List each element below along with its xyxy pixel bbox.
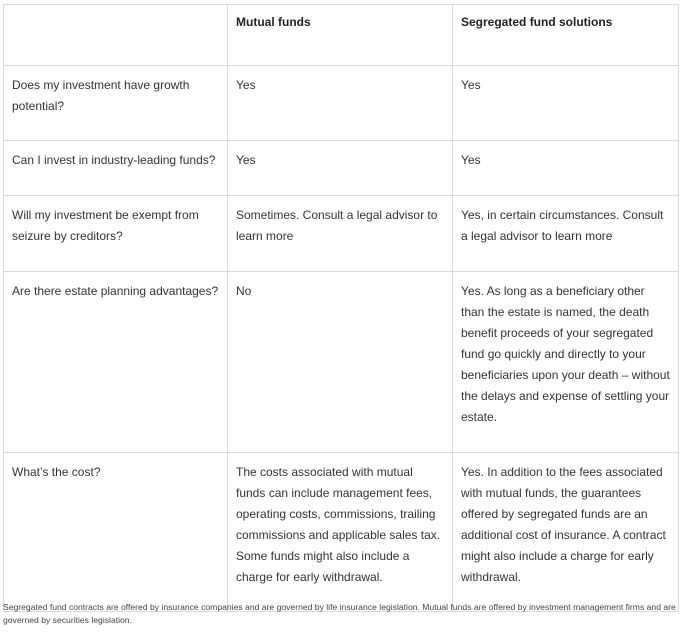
segregated-funds-cell: Yes [453,141,679,196]
table-row [4,196,679,272]
table-header-row [4,5,679,66]
question-cell: Can I invest in industry-leading funds? [4,141,228,196]
segregated-funds-cell: Yes, in certain circumstances. Consult a legal advisor to learn more [453,196,679,272]
table-row [4,141,679,196]
comparison-table [3,4,679,612]
question-cell: Does my investment have growth potential? [4,66,228,141]
mutual-funds-cell: Sometimes. Consult a legal advisor to learn more [228,196,453,272]
question-cell: Are there estate planning advantages? [4,272,228,453]
header-empty-cell [4,5,228,66]
segregated-funds-cell: Yes [453,66,679,141]
header-mutual-funds: Mutual funds [228,5,453,66]
table-row [4,453,679,612]
mutual-funds-cell: No [228,272,453,453]
footnote: Segregated fund contracts are offered by insurance companies and are governed by life insurance legislation. Mutual funds are offered by investment management firms and are governed by securities legislation. [3,602,676,625]
segregated-funds-cell: Yes. In addition to the fees associated with mutual funds, the guarantees offered by segregated funds are an additional cost of insurance. A contract might also include a charge for early withdrawal. [453,453,679,612]
table-row [4,66,679,141]
mutual-funds-cell: The costs associated with mutual funds can include management fees, operating costs, commissions, trailing commissions and applicable sales tax. Some funds might also include a charge for early withdrawal. [228,453,453,612]
header-segregated-funds: Segregated fund solutions [453,5,679,66]
mutual-funds-cell: Yes [228,66,453,141]
question-cell: What’s the cost? [4,453,228,612]
segregated-funds-cell: Yes. As long as a beneficiary other than the estate is named, the death benefit proceeds of your segregated fund go quickly and directly to your beneficiaries upon your death – without the delays and expense of settling your estate. [453,272,679,453]
table-row [4,272,679,453]
question-cell: Will my investment be exempt from seizure by creditors? [4,196,228,272]
mutual-funds-cell: Yes [228,141,453,196]
